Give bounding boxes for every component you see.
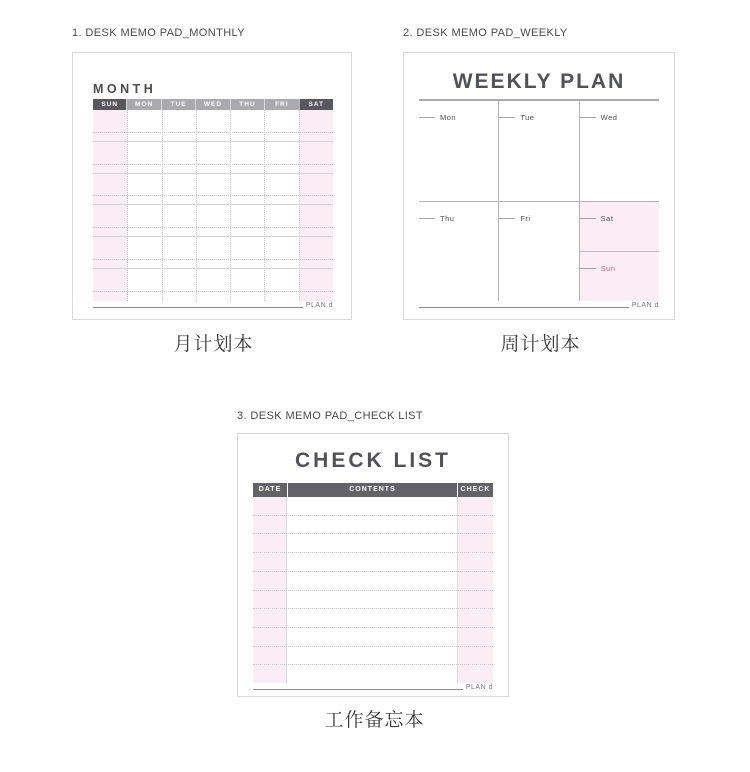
section-checklist bbox=[237, 409, 512, 732]
header-cell-check: CHECK bbox=[457, 483, 493, 497]
week-cell-area bbox=[93, 269, 333, 292]
grid-vline bbox=[196, 110, 197, 301]
brand-logo: PLAN d bbox=[465, 684, 493, 691]
weekday-sun: SUN bbox=[93, 99, 126, 110]
brand-logo: PLAN d bbox=[305, 302, 333, 309]
day-name-sun: Sun bbox=[600, 263, 616, 273]
footer-rule bbox=[419, 301, 659, 309]
month-title: MONTH bbox=[93, 82, 157, 96]
week-cell-area bbox=[93, 110, 333, 133]
week-row bbox=[93, 174, 333, 206]
label-tick-line bbox=[580, 268, 596, 269]
section-label-monthly: 1. DESK MEMO PAD_MONTHLY bbox=[72, 27, 245, 39]
day-label bbox=[580, 214, 614, 223]
monthly-pad-image bbox=[72, 52, 352, 320]
header-cell-date: DATE bbox=[253, 483, 287, 497]
caption-monthly: 月计划本 bbox=[173, 334, 254, 355]
week-cell-area bbox=[93, 237, 333, 260]
weekday-wed: WED bbox=[195, 99, 229, 110]
week-cell-area bbox=[93, 174, 333, 197]
label-tick-line bbox=[419, 218, 435, 219]
section-label-weekly: 2. DESK MEMO PAD_WEEKLY bbox=[403, 27, 568, 39]
weekday-header-row bbox=[93, 99, 333, 110]
day-cell-sun bbox=[580, 252, 659, 302]
checklist-title: CHECK LIST bbox=[295, 449, 451, 472]
table-body bbox=[253, 497, 493, 683]
weekday-thu: THU bbox=[230, 99, 264, 110]
day-cell-mon bbox=[419, 101, 499, 201]
footer-line bbox=[419, 307, 629, 308]
month-grid bbox=[93, 110, 333, 301]
label-tick-line bbox=[499, 218, 515, 219]
table-row bbox=[253, 497, 493, 516]
table-header-row bbox=[253, 483, 493, 497]
week-rows bbox=[93, 110, 333, 301]
day-cell-sat bbox=[580, 202, 659, 252]
week-row bbox=[93, 269, 333, 301]
week-row bbox=[93, 205, 333, 237]
table-row bbox=[253, 665, 493, 683]
table-row bbox=[253, 628, 493, 647]
table-row bbox=[253, 553, 493, 572]
week-row bbox=[93, 237, 333, 269]
week-date-strip bbox=[93, 165, 333, 174]
caption-weekly: 周计划本 bbox=[500, 334, 581, 355]
day-name: Sat bbox=[600, 213, 614, 223]
footer-rule bbox=[93, 301, 333, 309]
grid-vline bbox=[162, 110, 163, 301]
table-row bbox=[253, 572, 493, 591]
grid-vline bbox=[299, 110, 300, 301]
day-name: Mon bbox=[440, 113, 457, 122]
day-cell-thu bbox=[419, 202, 499, 302]
week-date-strip bbox=[93, 133, 333, 142]
label-tick-line bbox=[580, 117, 596, 118]
table-row bbox=[253, 609, 493, 628]
table-row bbox=[253, 647, 493, 666]
weekday-tue: TUE bbox=[161, 99, 195, 110]
weekday-fri: FRI bbox=[264, 99, 298, 110]
weekday-mon: MON bbox=[126, 99, 160, 110]
table-row bbox=[253, 516, 493, 535]
grid-vline bbox=[230, 110, 231, 301]
weekly-title: WEEKLY PLAN bbox=[452, 70, 626, 93]
label-tick-line bbox=[499, 117, 515, 118]
grid-vline bbox=[127, 110, 128, 301]
day-label bbox=[499, 214, 530, 223]
section-monthly bbox=[72, 26, 355, 356]
day-name: Fri bbox=[520, 213, 531, 223]
day-label bbox=[419, 113, 456, 122]
week-cell-area bbox=[93, 205, 333, 228]
grid-vline bbox=[264, 110, 265, 301]
footer-line bbox=[93, 307, 303, 308]
label-tick-line bbox=[580, 218, 596, 219]
week-date-strip bbox=[93, 228, 333, 237]
week-cell-area bbox=[93, 142, 333, 165]
weekly-row-top bbox=[419, 101, 659, 202]
footer-rule bbox=[253, 683, 493, 691]
day-cell-wed bbox=[580, 101, 659, 201]
day-cell-sat-sun bbox=[580, 202, 659, 302]
section-weekly bbox=[403, 26, 678, 356]
weekday-sat: SAT bbox=[299, 99, 333, 110]
weekly-grid bbox=[419, 99, 659, 301]
week-row bbox=[93, 142, 333, 174]
brand-logo: PLAN d bbox=[631, 302, 659, 309]
header-cell-contents: CONTENTS bbox=[287, 483, 457, 497]
checklist-pad-image bbox=[237, 433, 509, 697]
day-label bbox=[580, 264, 616, 273]
label-tick-line bbox=[419, 117, 435, 118]
day-name: Tue bbox=[520, 113, 535, 122]
weekly-row-bottom bbox=[419, 202, 659, 302]
caption-checklist: 工作备忘本 bbox=[324, 710, 425, 731]
day-cell-fri bbox=[499, 202, 579, 302]
day-name: Thu bbox=[440, 213, 455, 223]
week-date-strip bbox=[93, 292, 333, 301]
day-name: Wed bbox=[600, 113, 618, 122]
table-rows bbox=[253, 497, 493, 683]
week-row bbox=[93, 110, 333, 142]
table-row bbox=[253, 591, 493, 610]
week-date-strip bbox=[93, 196, 333, 205]
day-label bbox=[499, 113, 534, 122]
section-label-checklist: 3. DESK MEMO PAD_CHECK LIST bbox=[237, 410, 424, 422]
footer-line bbox=[253, 689, 463, 690]
day-label bbox=[419, 214, 454, 223]
day-cell-tue bbox=[499, 101, 579, 201]
table-row bbox=[253, 534, 493, 553]
day-label bbox=[580, 113, 618, 122]
weekly-pad-image bbox=[403, 52, 675, 320]
week-date-strip bbox=[93, 260, 333, 269]
